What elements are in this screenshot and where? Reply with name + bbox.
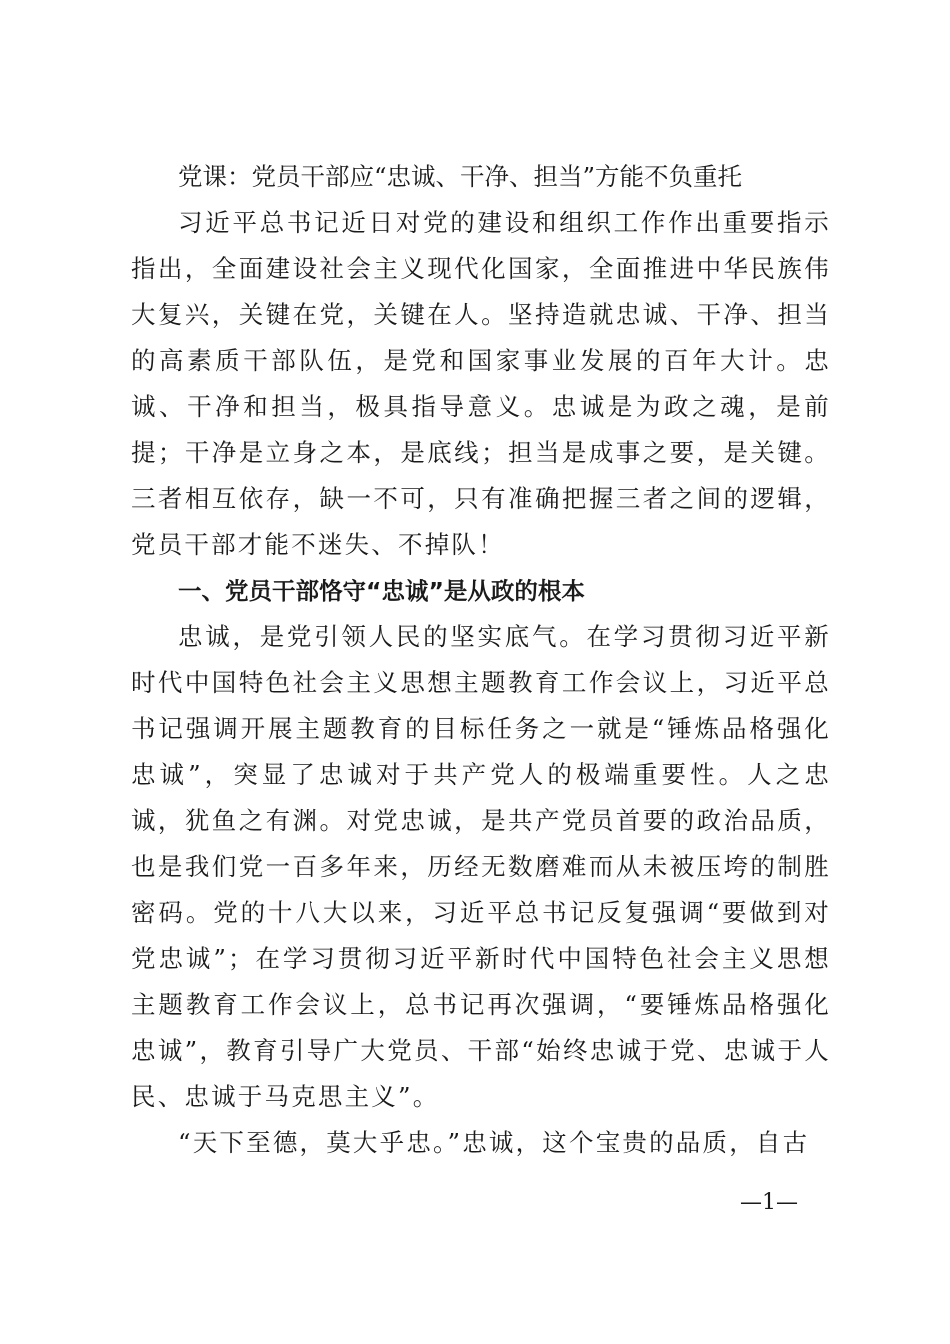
section-paragraph: “天下至德，莫大乎忠。”忠诚，这个宝贵的品质，自古 — [178, 1128, 810, 1157]
section-paragraph: 忠诚，是党引领人民的坚实底气。在学习贯彻习近平新时代中国特色社会主义思想主题教育工作会议上，习近平总书记强调开展主题教育的目标任务之一就是“锤炼品格强化忠诚”，突显了忠诚对于共产党人的极端重要性。人之忠诚，犹鱼之有渊。对党忠诚，是共产党员首要的政治品质，也是我们党一百多年来，历经无数磨难而从未被压垮的制胜密码。党的十八大以来，习近平总书记反复强调“要做到对党忠诚”；在学习贯彻习近平新时代中国特色社会主义思想主题教育工作会议上，总书记再次强调，“要锤炼品格强化忠诚”，教育引导广大党员、干部“始终忠诚于党、忠诚于人民、忠诚于马克思主义”。 — [131, 622, 831, 1111]
page-number: —1— — [740, 1190, 798, 1215]
document-title: 党课：党员干部应“忠诚、干净、担当”方能不负重托 — [178, 162, 743, 191]
intro-paragraph: 习近平总书记近日对党的建设和组织工作作出重要指示指出，全面建设社会主义现代化国家，全面推进中华民族伟大复兴，关键在党，关键在人。坚持造就忠诚、干净、担当的高素质干部队伍，是党和国家事业发展的百年大计。忠诚、干净和担当，极具指导意义。忠诚是为政之魂，是前提；干净是立身之本，是底线；担当是成事之要，是关键。三者相互依存，缺一不可，只有准确把握三者之间的逻辑，党员干部才能不迷失、不掉队！ — [131, 208, 831, 559]
section-heading: 一、党员干部恪守“忠诚”是从政的根本 — [178, 577, 585, 605]
document-body — [131, 154, 831, 1166]
